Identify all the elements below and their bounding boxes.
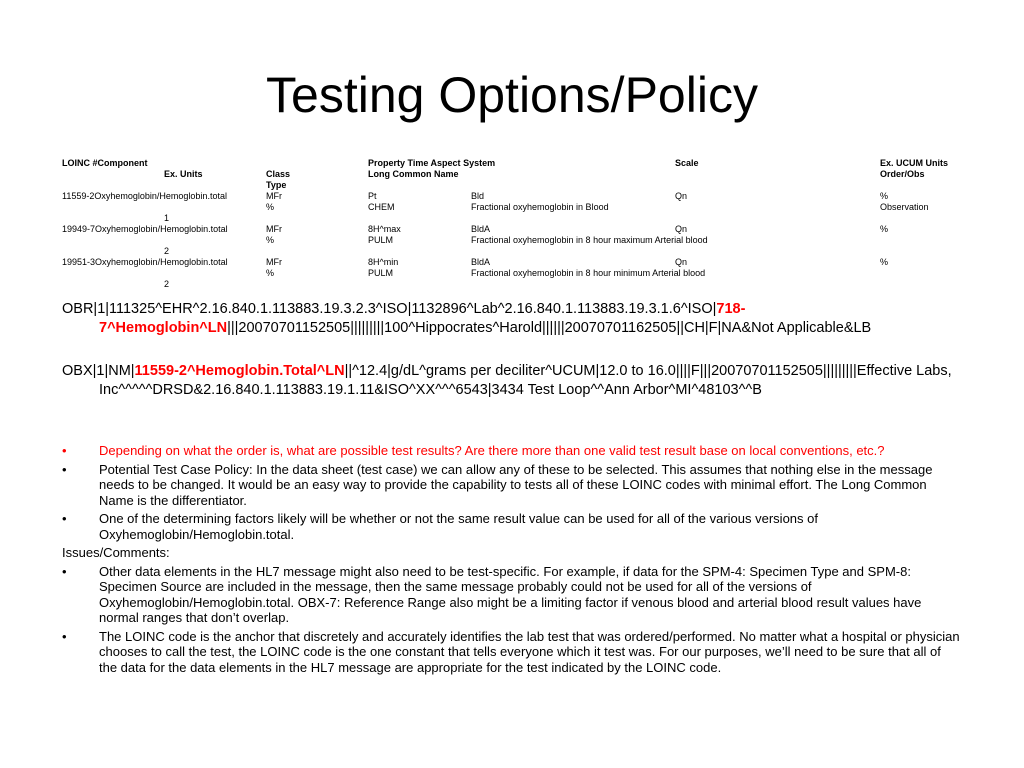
cell-ucum: %: [880, 191, 889, 201]
bullet-text: Potential Test Case Policy: In the data sheet (test case) we can allow any of these to be selected. This assumes that nothing else in the message needs to be changed. It would be an easy way to provide the capability to tests all of these LOINC codes with minimal effort. The Long Common Name is the differentiator.: [99, 461, 933, 508]
cell-property: MFr: [266, 191, 282, 201]
header-loinc-component: LOINC #Component: [62, 158, 148, 168]
cell-scale: Qn: [675, 224, 688, 234]
obr-segment: [62, 300, 962, 338]
cell-long-common-name: Fractional oxyhemoglobin in Blood: [471, 202, 609, 212]
obr-highlight-code: 718-7^Hemoglobin^LN: [99, 301, 746, 336]
obx-text-before: OBX|1|NM|: [62, 363, 135, 379]
obx-segment: [62, 362, 962, 400]
bullet-item: [62, 564, 962, 626]
header-class-type: Type: [266, 180, 287, 190]
obr-text-before: OBR|1|111325^EHR^2.16.840.1.113883.19.3.2.3^ISO|1132896^Lab^2.16.840.1.113883.19.3.1.6^ISO|: [62, 301, 717, 317]
cell-ex-units: %: [266, 235, 275, 245]
header-class: Class: [266, 169, 291, 179]
cell-long-common-name: Fractional oxyhemoglobin in 8 hour minimum Arterial blood: [471, 268, 706, 278]
bullet-text: Depending on what the order is, what are possible test results? Are there more than one valid test result base on local conventions, etc.?: [99, 443, 885, 458]
loinc-code-component: 19949-7Oxyhemoglobin/Hemoglobin.total: [62, 224, 228, 234]
table-row: [62, 191, 962, 224]
bullet-text: The LOINC code is the anchor that discretely and accurately identifies the lab test that was ordered/performed. No matter what a hospital or physician chooses to call the test, the LOINC code is the one constant that tells everyone which it test was. For our purposes, we’ll need to be sure that all of the data for the data elements in the HL7 message are appropriate for the test indicated by the LOINC code.: [99, 628, 960, 675]
bullet-dot-icon: •: [62, 628, 67, 644]
cell-class: PULM: [368, 268, 394, 278]
cell-property: MFr: [266, 257, 282, 267]
bullet-text: Other data elements in the HL7 message might also need to be test-specific. For example, if data for the SPM-4: Specimen Type and SPM-8: Specimen Source are included in the message, then the same message probably could not be used for all of the versions of Oxyhemoglobin/Hemoglobin.total. OBX-7: Reference Range also might be a limiting factor if venous blood and arterial blood result values have normal ranges that don’t overlap.: [99, 563, 922, 625]
loinc-table: [62, 158, 962, 290]
cell-scale: Qn: [675, 191, 688, 201]
bullet-dot-icon: •: [62, 511, 67, 526]
cell-extra: 2: [164, 246, 170, 256]
table-header-row-3: [62, 180, 962, 191]
header-ex-units: Ex. Units: [164, 169, 203, 179]
loinc-code-component: 19951-3Oxyhemoglobin/Hemoglobin.total: [62, 257, 228, 267]
table-header-row-2: [62, 169, 962, 180]
bullet-item: [62, 462, 962, 509]
cell-time-aspect: Pt: [368, 191, 377, 201]
cell-time-aspect: 8H^max: [368, 224, 401, 234]
cell-scale: Qn: [675, 257, 688, 267]
header-ucum-units: Ex. UCUM Units: [880, 158, 949, 168]
header-long-common-name: Long Common Name: [368, 169, 459, 179]
issues-heading: Issues/Comments:: [62, 545, 170, 560]
table-header-row-1: [62, 158, 962, 169]
cell-ucum: %: [880, 257, 889, 267]
header-order-obs: Order/Obs: [880, 169, 925, 179]
bullet-dot-icon: •: [62, 563, 67, 579]
bullet-dot-icon: •: [62, 443, 67, 458]
cell-system: Bld: [471, 191, 485, 201]
cell-order-obs: Observation: [880, 202, 929, 212]
loinc-code-component: 11559-2Oxyhemoglobin/Hemoglobin.total: [62, 191, 227, 201]
cell-ex-units: %: [266, 202, 275, 212]
cell-class: CHEM: [368, 202, 395, 212]
bullet-dot-icon: •: [62, 461, 67, 477]
cell-time-aspect: 8H^min: [368, 257, 399, 267]
bullet-text: One of the determining factors likely will be whether or not the same result value can be used for all of the various versions of Oxyhemoglobin/Hemoglobin.total.: [99, 511, 818, 542]
table-row: [62, 257, 962, 290]
cell-property: MFr: [266, 224, 282, 234]
bullet-item: [62, 511, 962, 542]
obx-highlight-code: 11559-2^Hemoglobin.Total^LN: [134, 363, 345, 379]
cell-long-common-name: Fractional oxyhemoglobin in 8 hour maximum Arterial blood: [471, 235, 708, 245]
cell-system: BldA: [471, 224, 491, 234]
bullet-item: [62, 443, 962, 459]
cell-extra: 1: [164, 213, 170, 223]
obx-text-after: ||^12.4|g/dL^grams per deciliter^UCUM|12.0 to 16.0||||F|||20070701152505|||||||||Effective Labs, Inc^^^^^DRSD&2.16.840.1.113883.19.1.11&ISO^XX^^^6543|3434 Test Loop^^Ann Arbor^MI^48103^^B: [99, 363, 952, 398]
header-scale: Scale: [675, 158, 699, 168]
table-row: [62, 224, 962, 257]
notes-section: [62, 443, 962, 678]
cell-class: PULM: [368, 235, 394, 245]
header-property-time-system: Property Time Aspect System: [368, 158, 496, 168]
cell-extra: 2: [164, 279, 170, 289]
cell-system: BldA: [471, 257, 491, 267]
slide-title: Testing Options/Policy: [266, 67, 758, 123]
cell-ucum: %: [880, 224, 889, 234]
obr-text-after: |||20070701152505|||||||||100^Hippocrates^Harold||||||20070701162505||CH|F|NA&Not Applicable&LB: [227, 320, 872, 336]
cell-ex-units: %: [266, 268, 275, 278]
bullet-item: [62, 629, 962, 676]
